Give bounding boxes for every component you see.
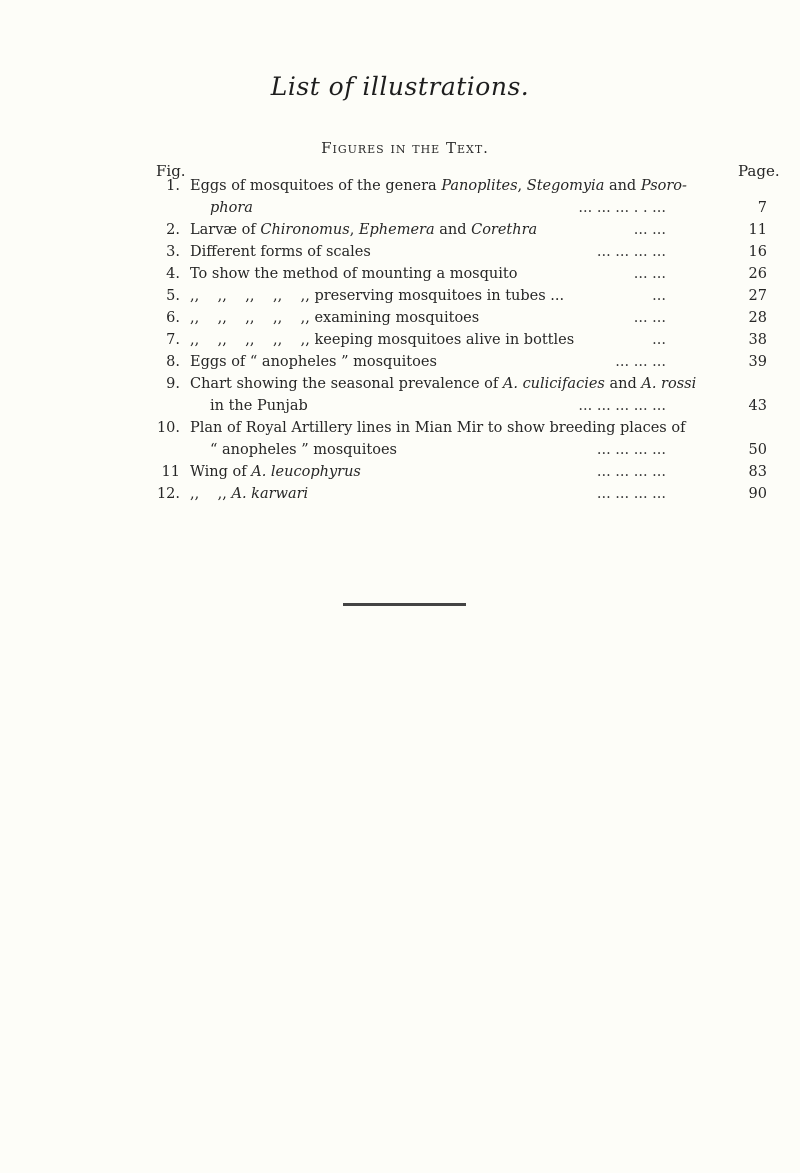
figure-number: 2. bbox=[166, 222, 180, 238]
figure-number: 3. bbox=[166, 244, 180, 260]
page-number: 38 bbox=[748, 332, 767, 348]
dot-leaders: ... ... ... bbox=[615, 354, 666, 370]
ditto-marks: ,, ,, ,, ,, ,, bbox=[190, 288, 310, 304]
figure-caption-continued: in the Punjab bbox=[210, 398, 308, 414]
figure-caption: ,, ,, A. karwari bbox=[190, 486, 309, 502]
dot-leaders: ... ... ... ... ... bbox=[578, 398, 666, 414]
figure-caption: ,, ,, ,, ,, ,, keeping mosquitoes alive in bottles bbox=[190, 332, 575, 348]
dot-leaders: ... bbox=[652, 332, 666, 348]
ditto-marks: ,, ,, ,, ,, ,, bbox=[190, 332, 310, 348]
fig-column-heading: Fig. bbox=[156, 162, 186, 180]
dot-leaders: ... ... bbox=[633, 266, 666, 282]
ditto-marks: ,, ,, bbox=[190, 486, 227, 502]
page-number: 27 bbox=[748, 288, 767, 304]
figure-caption: ,, ,, ,, ,, ,, preserving mosquitoes in tubes ... bbox=[190, 288, 565, 304]
figure-number: 11 bbox=[161, 464, 180, 480]
page-number: 7 bbox=[757, 200, 767, 216]
figure-caption: Eggs of “ anopheles ” mosquitoes bbox=[190, 354, 437, 370]
figure-number: 1. bbox=[166, 178, 180, 194]
page-number: 50 bbox=[748, 442, 767, 458]
page-number: 39 bbox=[748, 354, 767, 370]
dot-leaders: ... ... ... ... bbox=[596, 244, 666, 260]
figure-number: 9. bbox=[166, 376, 180, 392]
figure-number: 10. bbox=[156, 420, 180, 436]
figure-caption: Different forms of scales bbox=[190, 244, 371, 260]
page-number: 43 bbox=[748, 398, 767, 414]
figure-number: 6. bbox=[166, 310, 180, 326]
dot-leaders: ... ... bbox=[633, 310, 666, 326]
page-number: 26 bbox=[748, 266, 767, 282]
page-number: 83 bbox=[748, 464, 767, 480]
dot-leaders: ... bbox=[652, 288, 666, 304]
figure-number: 7. bbox=[166, 332, 180, 348]
figure-caption: Larvæ of Chironomus, Ephemera and Corethra bbox=[190, 222, 538, 238]
page-number: 16 bbox=[748, 244, 767, 260]
figure-caption: ,, ,, ,, ,, ,, examining mosquitoes bbox=[190, 310, 480, 326]
dot-leaders: ... ... ... ... bbox=[596, 486, 666, 502]
ditto-marks: ,, ,, ,, ,, ,, bbox=[190, 310, 310, 326]
figure-caption: Wing of A. leucophyrus bbox=[190, 464, 361, 480]
figure-caption-continued: “ anopheles ” mosquitoes bbox=[210, 442, 397, 458]
figure-number: 12. bbox=[156, 486, 180, 502]
figure-number: 4. bbox=[166, 266, 180, 282]
figure-caption: To show the method of mounting a mosquito bbox=[190, 266, 518, 282]
figure-caption: Plan of Royal Artillery lines in Mian Mir to show breeding places of bbox=[190, 420, 686, 436]
section-rule bbox=[343, 603, 466, 606]
dot-leaders: ... ... ... ... bbox=[596, 464, 666, 480]
dot-leaders: ... ... ... . . ... bbox=[578, 200, 666, 216]
dot-leaders: ... ... ... ... bbox=[596, 442, 666, 458]
section-heading: Figures in the Text. bbox=[321, 139, 489, 157]
figure-number: 5. bbox=[166, 288, 180, 304]
page-number: 11 bbox=[748, 222, 767, 238]
figure-caption-continued: phora bbox=[210, 200, 253, 216]
page-number: 90 bbox=[748, 486, 767, 502]
figure-number: 8. bbox=[166, 354, 180, 370]
figure-caption: Eggs of mosquitoes of the genera Panoplites, Stegomyia and Psoro- bbox=[190, 178, 687, 194]
page-number: 28 bbox=[748, 310, 767, 326]
dot-leaders: ... ... bbox=[633, 222, 666, 238]
page-title: List of illustrations. bbox=[270, 72, 530, 101]
page-column-heading: Page. bbox=[738, 162, 780, 180]
figure-caption: Chart showing the seasonal prevalence of A. culicifacies and A. rossi bbox=[190, 376, 697, 392]
